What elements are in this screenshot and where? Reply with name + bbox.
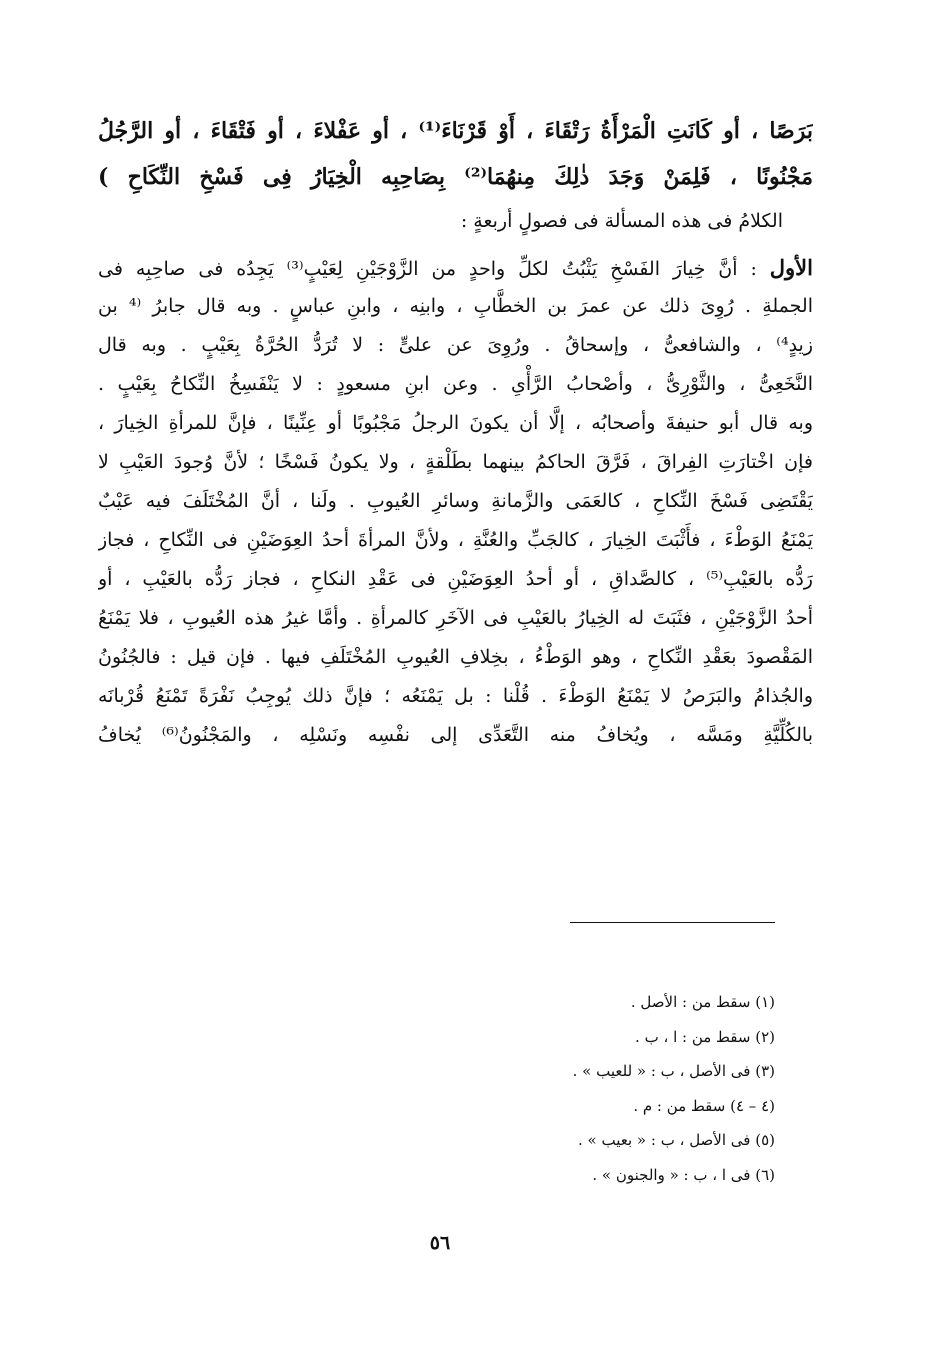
footnotes-block [430, 985, 775, 1192]
footnote-5: (٥) فى الأصل ، ب : « بعيب » . [578, 1131, 775, 1149]
footnote-divider [570, 922, 775, 923]
chapter-lead-rest: : أنَّ خِيارَ الفَسْخِ يَثْبُتُ لكلِّ واحدٍ من الزَّوْجَيْنِ لِعَيْبٍ⁽³⁾ يَجِدُه فى صاحِبِه فى [98, 258, 770, 280]
chapter-lead: الأول [769, 255, 813, 280]
body-line: يَمْنَعُ الوَطْءَ ، فأَثْبَتَ الخِيارَ ، كالجَبِّ والعُنَّةِ ، ولأنَّ المرأةَ أحدُ العِوَضَيْنِ فى النِّكاحِ ، فجاز [98, 529, 813, 551]
first-chapter-line [98, 248, 813, 287]
body-line: رَدُّه بالعَيْبِ⁽⁵⁾ ، كالصَّداقِ ، أو أحدُ العِوَضَيْنِ فى عَقْدِ النكاحِ ، فجاز رَدُّه بالعَيْبِ ، أو [98, 568, 813, 590]
footnote-2: (٢) سقط من : ا ، ب . [635, 1027, 775, 1046]
body-line: يَقْتَضِى فَسْخَ النِّكاحِ ، كالعَمَى والزَّمانةِ وسائرِ العُيوبِ . ولَنا ، أنَّ المُخْتَلَفَ فيه عَيْبٌ [98, 490, 813, 512]
matn-line-1: بَرَصًا ، أو كَانَتِ الْمَرْأَةُ رَتْقَاءَ ، أَوْ قَرْنَاءَ⁽¹⁾ ، أو عَفْلاءَ ، أو فَتْقَاءَ ، أو الرَّجُلُ [98, 118, 813, 144]
footnote-3: (٣) فى الأصل ، ب : « للعيب » . [572, 1062, 775, 1080]
body-line: بالكُلِّيَّةِ ومَسَّه ، ويُخافُ منه التَّعَدِّى إلى نفْسِه ونَسْلِه ، والمَجْنُونُ⁽⁶⁾ يُخافُ [98, 724, 813, 746]
main-text-block [98, 108, 813, 755]
body-line: أحدُ الزَّوْجَيْنِ ، فثَبَتَ له الخِيارُ بالعَيْبِ فى الآخَرِ كالمرأةِ . وأمَّا غيرُ هذه العُيوبِ ، فلا يَمْنَعُ [98, 607, 813, 629]
footnote-4: (٤ – ٤) سقط من : م . [633, 1096, 775, 1115]
body-line: فإن اخْتارَتِ الفِراقَ ، فَرَّقَ الحاكمُ بينهما بطَلْقةٍ ، ولا يكونُ فَسْخًا ؛ لأنَّ وُجودَ العَيْبِ لا [98, 451, 813, 473]
body-line: النَّخَعِىُّ ، والثَّوْرِىُّ ، وأصْحابُ الرَّأْىِ . وعن ابنِ مسعودٍ : لا يَنْفَسِخُ النِّكاحُ بِعَيْبٍ . [98, 373, 813, 395]
intro-line: الكلامُ فى هذه المسألة فى فصولٍ أربعةٍ : [460, 210, 783, 232]
body-line: زيدٍ⁴⁾ ، والشافعىُّ ، وإسحاقُ . ورُوِىَ عن علىٍّ : لا تُرَدُّ الحُرَّةُ بِعَيْبٍ . وبه قال [98, 334, 813, 356]
body-line: وبه قال أبو حنيفةَ وأصحابُه ، إلَّا أن يكونَ الرجلُ مَجْبُوبًا أو عِنِّينًا ، فإنَّ للمرأةِ الخِيارَ ، [98, 412, 813, 434]
body-line: المَقْصودَ بعَقْدِ النِّكاحِ ، وهو الوَطْءُ ، بخِلافِ العُيوبِ المُخْتَلَفِ فيها . فإن قيل : فالجُنُونُ [98, 646, 813, 668]
matn-line-2: مَجْنُونًا ، فَلِمَنْ وَجَدَ ذٰلِكَ مِنهُمَا⁽²⁾ بِصَاحِبِه الْخِيَارُ فِى فَسْخِ النِّكَاحِ ) [98, 164, 813, 190]
page-number: ٥٦ [429, 1232, 451, 1254]
footnote-6: (٦) فى ا ، ب : « والجنون » . [592, 1165, 775, 1184]
footnote-1: (١) سقط من : الأصل . [630, 993, 775, 1011]
body-line: الجملةِ . رُوِىَ ذلك عن عمرَ بن الخطَّابِ ، وابنِه ، وابنِ عباسٍ . وبه قال جابرُ ⁽⁴ بن [98, 295, 813, 317]
body-line: والجُذامُ والبَرَصُ لا يَمْنَعُ الوَطْءَ . قُلْنا : بل يَمْنَعُه ؛ فإنَّ ذلك يُوجِبُ نَفْرَةً تَمْنَعُ قُرْبانَه [98, 685, 813, 707]
